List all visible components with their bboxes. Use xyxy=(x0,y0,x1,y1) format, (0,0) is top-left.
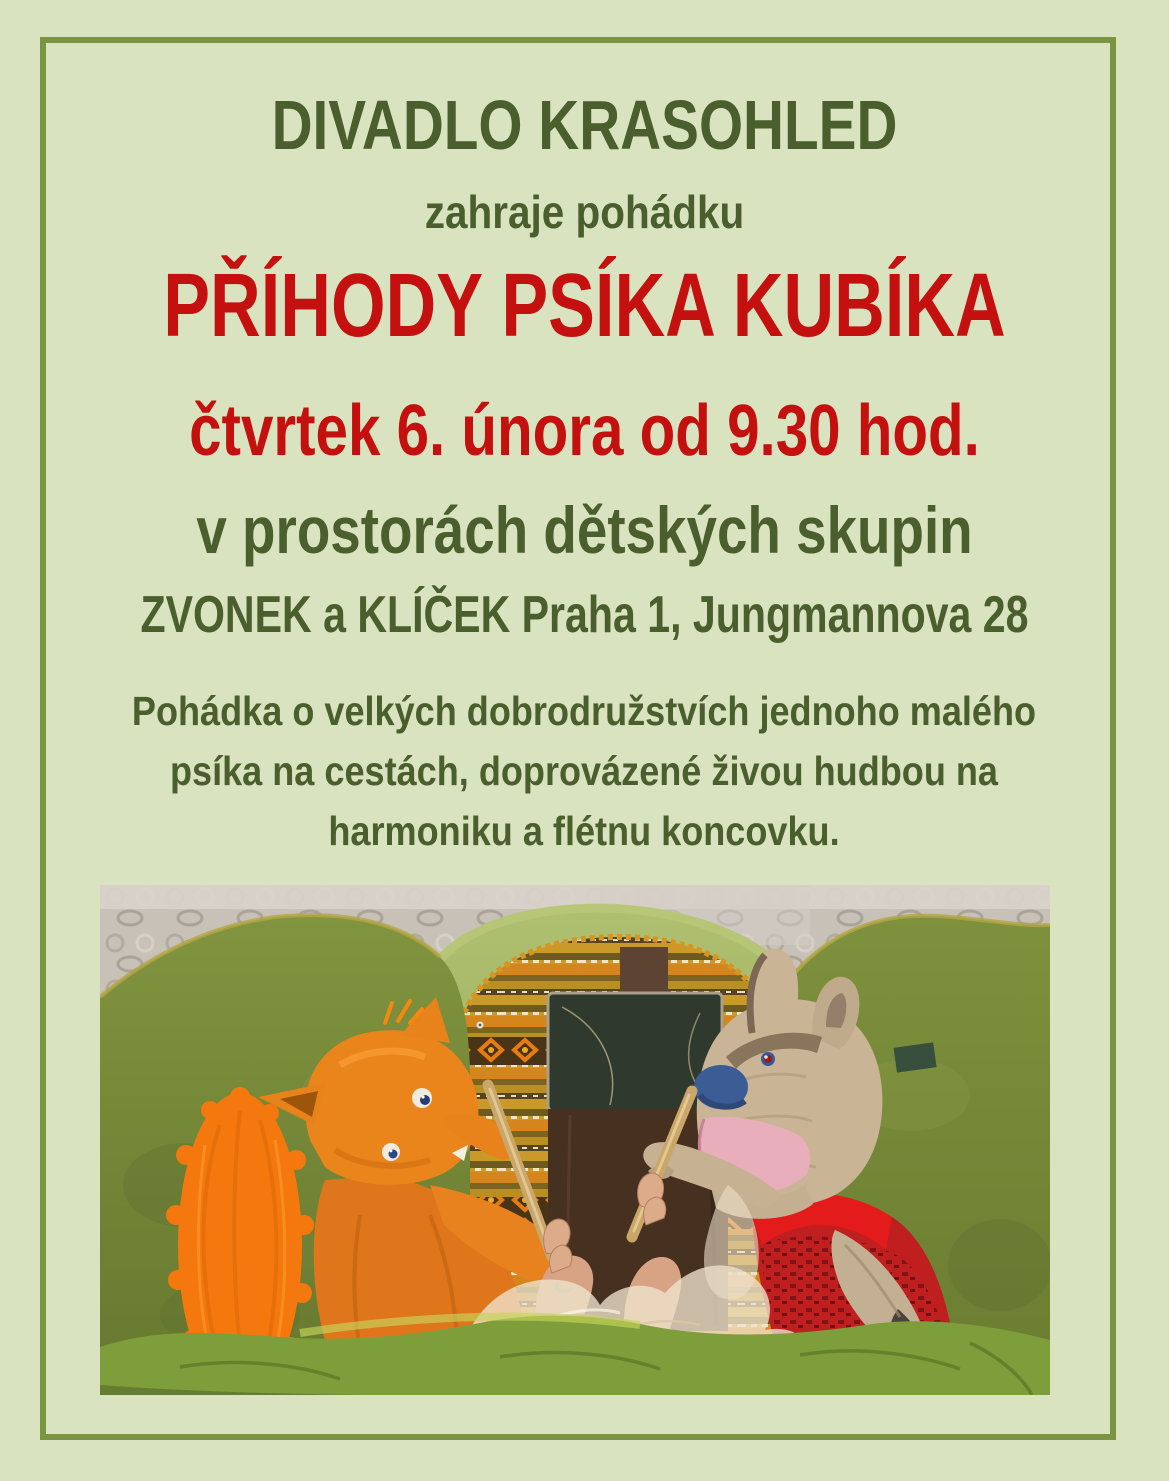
venue-address: ZVONEK a KLÍČEK Praha 1, Jungmannova 28 xyxy=(140,586,1029,644)
show-description: Pohádka o velkých dobrodružstvích jednoho malého psíka na cestách, doprovázené živou hudbou na harmoniku a flétnu koncovku. xyxy=(131,688,1037,854)
venue-intro: v prostorách dětských skupin xyxy=(196,493,973,567)
hut-door-tab xyxy=(620,947,668,997)
show-title: PŘÍHODY PSÍKA KUBÍKA xyxy=(163,256,1006,356)
tagline: zahraje pohádku xyxy=(424,186,745,238)
date-time: čtvrtek 6. února od 9.30 hod. xyxy=(189,391,980,471)
theater-name: DIVADLO KRASOHLED xyxy=(271,86,898,164)
puppet-show-photo xyxy=(100,885,1050,1395)
